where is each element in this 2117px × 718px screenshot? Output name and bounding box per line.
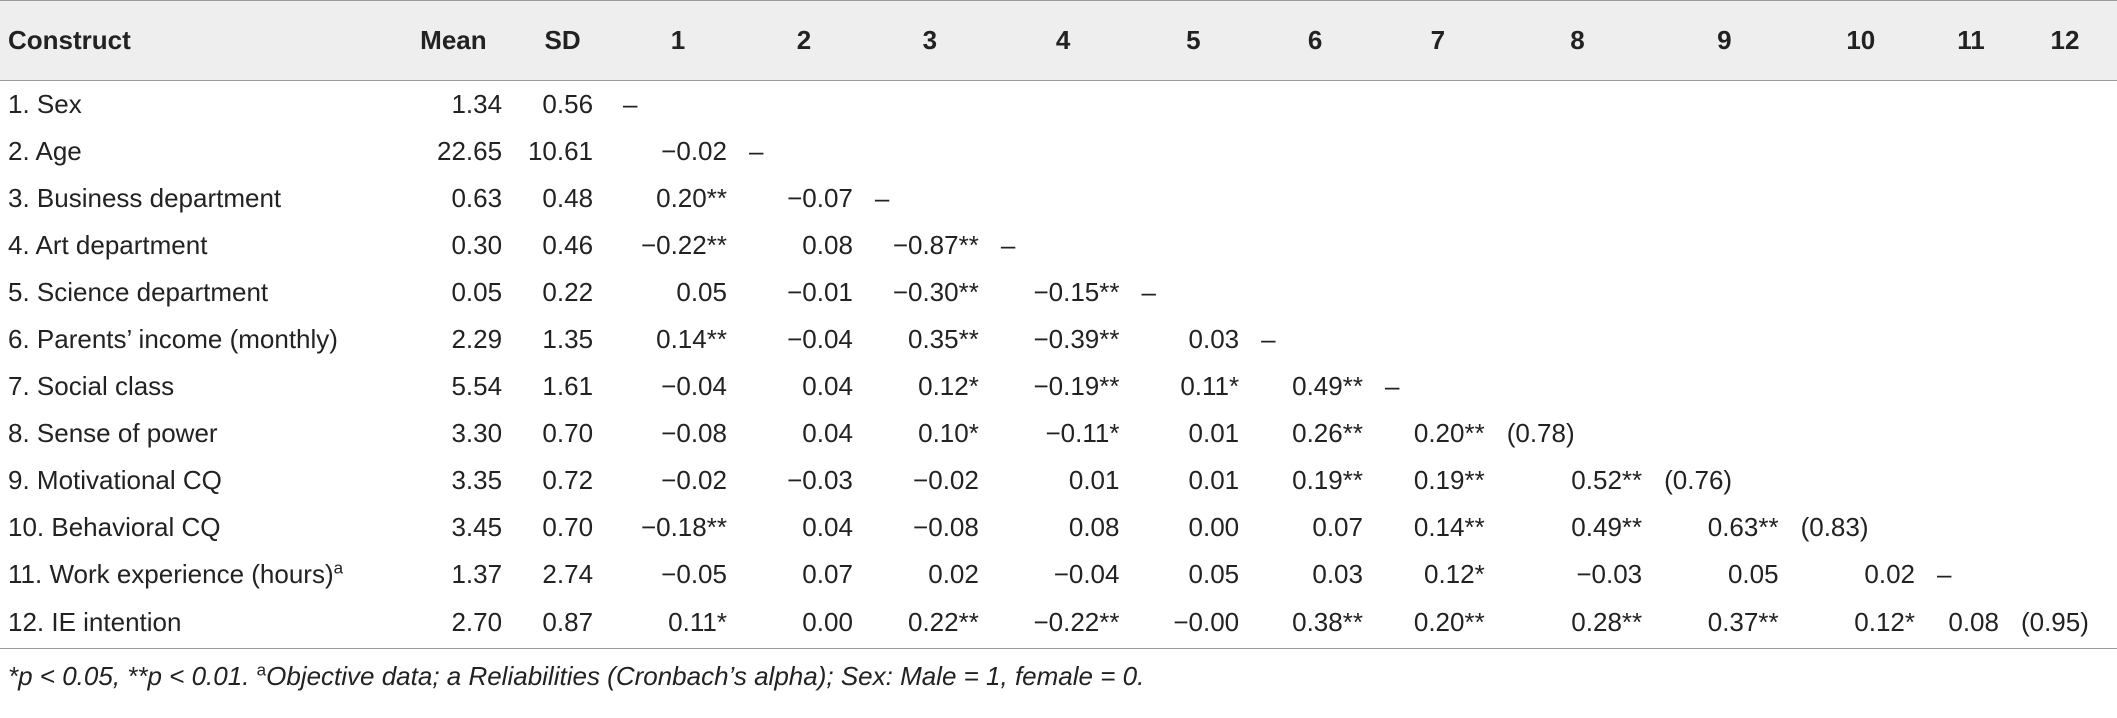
correlation-cell-1: – <box>623 88 638 119</box>
correlation-cell-10 <box>1793 457 1929 504</box>
correlation-cell-11 <box>1929 504 2013 551</box>
correlation-cell-9 <box>1656 410 1792 457</box>
correlation-cell-11 <box>1929 128 2013 175</box>
correlation-cell-4: −0.04 <box>1053 558 1120 589</box>
correlation-cell-3 <box>867 81 993 128</box>
correlation-cell-5 <box>1133 175 1253 222</box>
correlation-cell-6: 0.49** <box>1292 370 1363 401</box>
sd-cell: 0.70 <box>542 511 594 542</box>
construct-cell <box>0 504 397 551</box>
correlation-cell-8 <box>1499 316 1656 363</box>
sd-cell: 0.22 <box>542 276 594 307</box>
correlation-cell-9: 0.37** <box>1656 598 1792 649</box>
correlation-cell-7: – <box>1384 370 1400 401</box>
header-col-7: 7 <box>1377 1 1499 81</box>
sd-cell: 1.35 <box>542 323 594 354</box>
header-col-1: 1 <box>615 1 741 81</box>
correlation-cell-2 <box>741 81 867 128</box>
mean-cell: 2.70 <box>397 598 510 649</box>
correlation-cell-8: (0.78) <box>1506 417 1575 448</box>
correlation-cell-1: −0.05 <box>661 558 727 589</box>
correlation-cell-3: 0.35** <box>908 323 979 354</box>
correlation-cell-2: 0.04 <box>802 370 853 401</box>
correlation-cell-3: 0.12* <box>918 370 979 401</box>
construct-cell <box>0 222 397 269</box>
correlation-cell-2: −0.01 <box>787 276 853 307</box>
correlation-cell-1: −0.04 <box>661 370 727 401</box>
correlation-cell-9 <box>1656 316 1792 363</box>
correlation-cell-9 <box>1656 269 1792 316</box>
correlation-cell-2: – <box>748 135 764 166</box>
correlation-cell-5: 0.03 <box>1188 323 1240 354</box>
table-row <box>0 128 2117 175</box>
table-row <box>0 410 2117 457</box>
correlation-cell-6: 0.19** <box>1292 464 1363 495</box>
header-col-8: 8 <box>1499 1 1656 81</box>
correlation-cell-3: 0.02 <box>928 558 979 589</box>
correlation-cell-12 <box>2013 128 2117 175</box>
correlation-cell-6: 0.38** <box>1253 598 1377 649</box>
correlation-cell-11 <box>1929 457 2013 504</box>
correlation-cell-7: 0.12* <box>1423 558 1485 589</box>
correlation-cell-6 <box>1253 175 1377 222</box>
correlation-cell-11 <box>1929 81 2013 128</box>
correlation-cell-10 <box>1793 175 1929 222</box>
correlation-cell-2: 0.04 <box>802 417 853 448</box>
correlation-cell-11: – <box>1937 558 1952 589</box>
construct-label: 7. Social class <box>8 370 175 401</box>
header-col-9: 9 <box>1656 1 1792 81</box>
construct-label: 9. Motivational CQ <box>8 464 222 495</box>
correlation-cell-1: 0.20** <box>656 182 727 213</box>
table-footnote <box>0 649 2117 692</box>
correlation-cell-2: 0.00 <box>741 598 867 649</box>
correlation-cell-1: −0.18** <box>640 511 727 542</box>
correlation-cell-4 <box>993 175 1134 222</box>
correlation-cell-3: 0.22** <box>867 598 993 649</box>
table-row <box>0 222 2117 269</box>
sd-cell: 10.61 <box>527 135 594 166</box>
correlation-cell-2: −0.03 <box>787 464 853 495</box>
correlation-cell-7 <box>1377 269 1499 316</box>
correlation-cell-5: 0.00 <box>1188 511 1240 542</box>
correlation-cell-11 <box>1929 222 2013 269</box>
correlation-cell-3: – <box>874 182 890 213</box>
mean-cell: 0.05 <box>451 276 503 307</box>
correlation-cell-2: −0.07 <box>787 182 853 213</box>
correlation-cell-1: 0.14** <box>656 323 727 354</box>
correlation-cell-8 <box>1499 128 1656 175</box>
correlation-cell-5: 0.01 <box>1188 464 1240 495</box>
correlation-cell-5: −0.00 <box>1133 598 1253 649</box>
correlation-cell-3: 0.10* <box>918 417 979 448</box>
correlation-cell-8 <box>1499 175 1656 222</box>
mean-cell: 1.34 <box>451 88 503 119</box>
header-col-2: 2 <box>741 1 867 81</box>
correlation-cell-1: 0.11* <box>615 598 741 649</box>
correlation-cell-6 <box>1253 222 1377 269</box>
mean-cell: 22.65 <box>437 135 503 166</box>
construct-label: 5. Science department <box>8 276 269 307</box>
correlation-cell-2: 0.08 <box>802 229 853 260</box>
header-col-12: 12 <box>2013 1 2117 81</box>
header-col-4: 4 <box>993 1 1134 81</box>
sd-cell: 1.61 <box>542 370 594 401</box>
correlation-cell-4: – <box>1000 229 1016 260</box>
table-row <box>0 504 2117 551</box>
correlation-cell-8: −0.03 <box>1576 558 1643 589</box>
correlation-cell-12: (0.95) <box>2013 598 2117 649</box>
correlation-cell-12 <box>2013 222 2117 269</box>
correlation-cell-6 <box>1253 81 1377 128</box>
correlation-cell-8 <box>1499 222 1656 269</box>
correlation-cell-6: 0.03 <box>1312 558 1363 589</box>
table-row <box>0 551 2117 598</box>
header-col-6: 6 <box>1253 1 1377 81</box>
correlation-cell-6: 0.26** <box>1292 417 1363 448</box>
mean-cell: 1.37 <box>451 558 503 589</box>
correlation-cell-9 <box>1656 363 1792 410</box>
construct-superscript: a <box>333 557 344 577</box>
correlation-cell-4: −0.22** <box>993 598 1134 649</box>
correlation-cell-11: 0.08 <box>1929 598 2013 649</box>
correlation-cell-6 <box>1253 128 1377 175</box>
correlation-cell-1: −0.08 <box>661 417 727 448</box>
header-col-10: 10 <box>1793 1 1929 81</box>
correlation-cell-11 <box>1929 363 2013 410</box>
correlation-cell-9: 0.63** <box>1707 511 1779 542</box>
correlation-cell-10 <box>1793 222 1929 269</box>
table-row <box>0 598 2117 649</box>
construct-cell <box>0 551 397 598</box>
correlation-cell-9: 0.05 <box>1727 558 1779 589</box>
mean-cell: 0.30 <box>451 229 503 260</box>
mean-cell: 0.63 <box>451 182 503 213</box>
correlation-cell-4: −0.39** <box>1033 323 1120 354</box>
correlation-cell-12 <box>2013 363 2117 410</box>
correlation-cell-11 <box>1929 175 2013 222</box>
correlation-cell-7 <box>1377 222 1499 269</box>
construct-label: 10. Behavioral CQ <box>8 511 221 542</box>
correlation-cell-7 <box>1377 128 1499 175</box>
correlation-cell-5: 0.05 <box>1188 558 1240 589</box>
correlation-cell-9 <box>1656 81 1792 128</box>
correlation-cell-10: (0.83) <box>1800 511 1869 542</box>
correlation-cell-10 <box>1793 269 1929 316</box>
correlation-cell-5 <box>1133 222 1253 269</box>
footnote-superscript: a <box>256 659 267 679</box>
correlation-cell-6 <box>1253 269 1377 316</box>
correlation-cell-12 <box>2013 504 2117 551</box>
footnote-part1: *p < 0.05, **p < 0.01. <box>8 660 257 691</box>
correlation-cell-4: 0.08 <box>1068 511 1120 542</box>
correlation-cell-8: 0.28** <box>1499 598 1656 649</box>
sd-cell: 0.48 <box>542 182 594 213</box>
correlation-cell-10 <box>1793 81 1929 128</box>
correlation-cell-4: 0.01 <box>1068 464 1120 495</box>
correlation-cell-9 <box>1656 175 1792 222</box>
correlation-cell-9 <box>1656 222 1792 269</box>
correlation-cell-8 <box>1499 269 1656 316</box>
construct-cell <box>0 81 397 128</box>
construct-cell <box>0 598 397 649</box>
correlation-cell-6: – <box>1261 323 1276 354</box>
correlation-cell-3: −0.08 <box>913 511 979 542</box>
footnote-part2: Objective data; a Reliabilities (Cronbach’s alpha); Sex: Male = 1, female = 0. <box>266 660 1145 691</box>
correlation-cell-3: −0.02 <box>913 464 979 495</box>
construct-cell <box>0 457 397 504</box>
correlation-cell-7: 0.20** <box>1377 598 1499 649</box>
table-row <box>0 363 2117 410</box>
construct-cell <box>0 316 397 363</box>
correlation-cell-5: 0.11* <box>1180 370 1240 401</box>
table-row <box>0 457 2117 504</box>
correlation-cell-12 <box>2013 457 2117 504</box>
construct-cell <box>0 128 397 175</box>
correlation-cell-8: 0.49** <box>1571 511 1643 542</box>
correlation-cell-11 <box>1929 269 2013 316</box>
correlation-cell-7: 0.19** <box>1413 464 1485 495</box>
correlation-cell-4 <box>993 128 1134 175</box>
correlation-cell-1: −0.02 <box>661 464 727 495</box>
header-col-mean: Mean <box>397 1 510 81</box>
construct-cell <box>0 410 397 457</box>
construct-label: 12. IE intention <box>8 607 182 637</box>
correlation-cell-10: 0.02 <box>1864 558 1916 589</box>
mean-cell: 2.29 <box>451 323 503 354</box>
correlation-cell-5: – <box>1141 276 1156 307</box>
correlation-cell-7: 0.14** <box>1413 511 1485 542</box>
correlation-cell-2: 0.07 <box>802 558 853 589</box>
mean-cell: 5.54 <box>451 370 503 401</box>
table-row <box>0 81 2117 128</box>
correlation-cell-1: 0.05 <box>676 276 727 307</box>
construct-label: 1. Sex <box>8 88 82 119</box>
mean-cell: 3.35 <box>451 464 503 495</box>
correlation-cell-7 <box>1377 175 1499 222</box>
header-col-sd: SD <box>510 1 615 81</box>
correlation-cell-12 <box>2013 410 2117 457</box>
correlation-cell-3: −0.87** <box>892 229 979 260</box>
table-row <box>0 269 2117 316</box>
construct-cell <box>0 269 397 316</box>
sd-cell: 0.72 <box>542 464 594 495</box>
construct-label: 3. Business department <box>8 182 282 213</box>
mean-cell: 3.30 <box>451 417 503 448</box>
correlation-cell-12 <box>2013 81 2117 128</box>
correlation-cell-12 <box>2013 316 2117 363</box>
correlation-cell-8 <box>1499 363 1656 410</box>
construct-label: 2. Age <box>8 135 82 166</box>
correlation-cell-8 <box>1499 81 1656 128</box>
header-construct: Construct <box>0 1 397 81</box>
correlation-cell-8: 0.52** <box>1571 464 1643 495</box>
correlation-cell-7 <box>1377 81 1499 128</box>
header-col-3: 3 <box>867 1 993 81</box>
sd-cell: 0.70 <box>542 417 594 448</box>
correlation-cell-4: −0.15** <box>1033 276 1120 307</box>
construct-label: 6. Parents’ income (monthly) <box>8 323 338 354</box>
sd-cell: 0.87 <box>510 598 615 649</box>
mean-cell: 3.45 <box>451 511 503 542</box>
construct-cell <box>0 363 397 410</box>
correlation-cell-2: 0.04 <box>802 511 853 542</box>
correlation-cell-5: 0.01 <box>1188 417 1240 448</box>
correlation-cell-10 <box>1793 410 1929 457</box>
construct-label: 11. Work experience (hours) <box>8 558 334 589</box>
header-col-5: 5 <box>1133 1 1253 81</box>
correlation-cell-12 <box>2013 551 2117 598</box>
correlation-cell-12 <box>2013 175 2117 222</box>
correlation-cell-7: 0.20** <box>1413 417 1485 448</box>
sd-cell: 2.74 <box>542 558 594 589</box>
correlation-cell-2: −0.04 <box>787 323 853 354</box>
header-col-11: 11 <box>1929 1 2013 81</box>
correlation-cell-1: −0.22** <box>640 229 727 260</box>
correlation-cell-11 <box>1929 410 2013 457</box>
sd-cell: 0.46 <box>542 229 594 260</box>
construct-cell <box>0 175 397 222</box>
correlation-cell-9 <box>1656 128 1792 175</box>
correlation-cell-12 <box>2013 269 2117 316</box>
correlation-cell-4: −0.19** <box>1033 370 1120 401</box>
construct-label: 4. Art department <box>8 229 208 260</box>
correlation-cell-5 <box>1133 128 1253 175</box>
correlation-cell-9: (0.76) <box>1664 464 1733 495</box>
correlation-cell-6: 0.07 <box>1312 511 1363 542</box>
correlation-cell-10: 0.12* <box>1793 598 1929 649</box>
correlation-cell-4: −0.11* <box>1045 417 1120 448</box>
construct-label: 8. Sense of power <box>8 417 218 448</box>
correlation-cell-11 <box>1929 316 2013 363</box>
correlation-cell-3 <box>867 128 993 175</box>
table-body <box>0 81 2117 649</box>
table-row <box>0 175 2117 222</box>
correlation-cell-5 <box>1133 81 1253 128</box>
table-header-row <box>0 1 2117 81</box>
correlation-cell-10 <box>1793 363 1929 410</box>
sd-cell: 0.56 <box>542 88 594 119</box>
correlation-cell-10 <box>1793 128 1929 175</box>
correlation-cell-7 <box>1377 316 1499 363</box>
correlation-cell-10 <box>1793 316 1929 363</box>
correlation-cell-1: −0.02 <box>661 135 727 166</box>
correlation-cell-4 <box>993 81 1134 128</box>
table-row <box>0 316 2117 363</box>
correlation-cell-3: −0.30** <box>892 276 979 307</box>
